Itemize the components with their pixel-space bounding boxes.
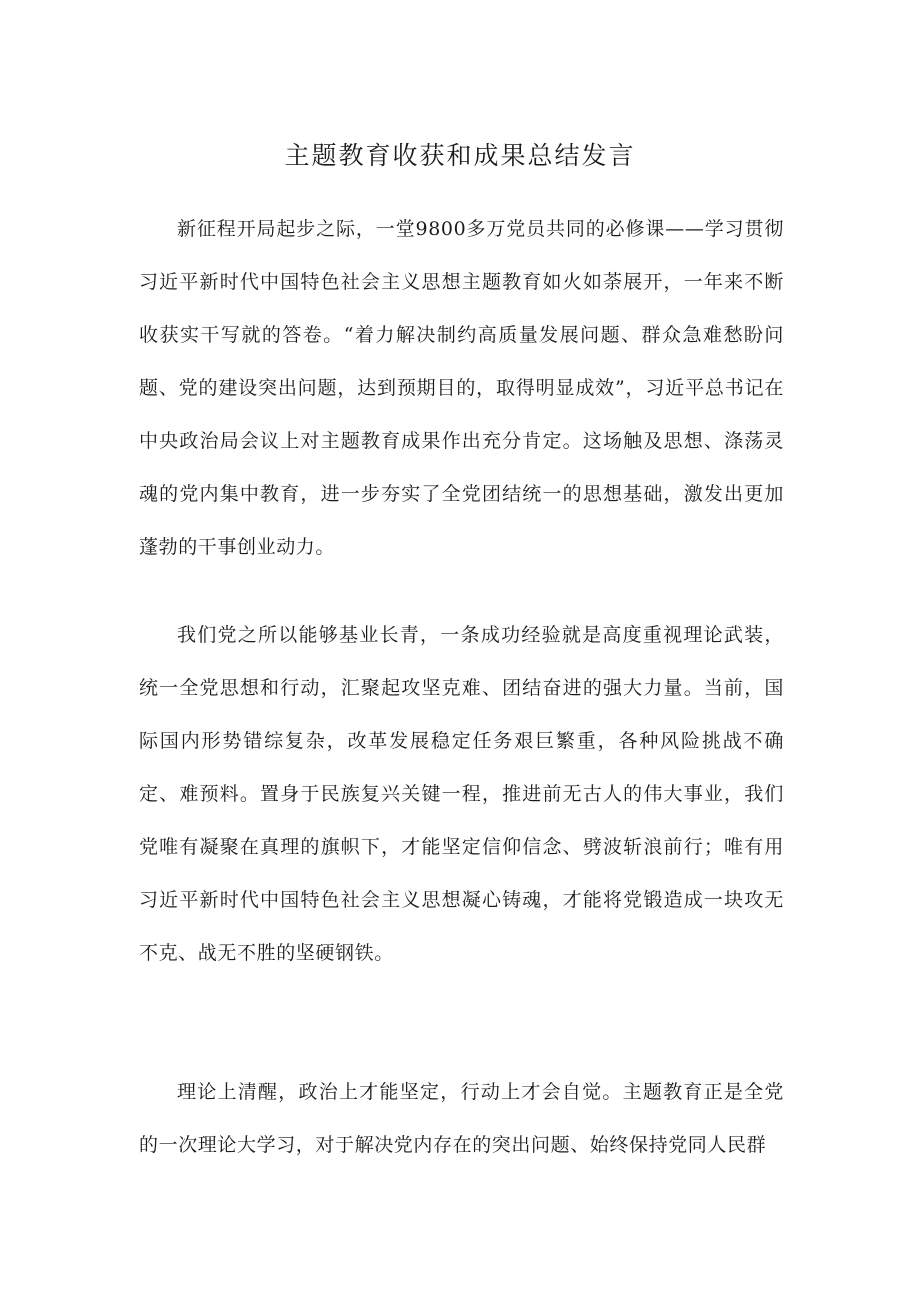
paragraph-2: 我们党之所以能够基业长青，一条成功经验就是高度重视理论武装，统一全党思想和行动，汇聚起攻坚克难、团结奋进的强大力量。当前，国际国内形势错综复杂，改革发展稳定任务艰巨繁重，各种风险挑战不确定、难预料。置身于民族复兴关键一程，推进前无古人的伟大事业，我们党唯有凝聚在真理的旗帜下，才能坚定信仰信念、劈波斩浪前行；唯有用习近平新时代中国特色社会主义思想凝心铸魂，才能将党锻造成一块攻无不克、战无不胜的坚硬钢铁。 bbox=[139, 624, 784, 964]
paragraph-3: 理论上清醒，政治上才能坚定，行动上才会自觉。主题教育正是全党的一次理论大学习，对于解决党内存在的突出问题、始终保持党同人民群 bbox=[139, 1081, 784, 1156]
document-title: 主题教育收获和成果总结发言 bbox=[284, 141, 636, 170]
paragraph-1: 新征程开局起步之际，一堂9800多万党员共同的必修课——学习贯彻习近平新时代中国特色社会主义思想主题教育如火如荼展开，一年来不断收获实干写就的答卷。“着力解决制约高质量发展问题、群众急难愁盼问题、党的建设突出问题，达到预期目的，取得明显成效”，习近平总书记在中央政治局会议上对主题教育成果作出充分肯定。这场触及思想、涤荡灵魂的党内集中教育，进一步夯实了全党团结统一的思想基础，激发出更加蓬勃的干事创业动力。 bbox=[139, 218, 784, 558]
